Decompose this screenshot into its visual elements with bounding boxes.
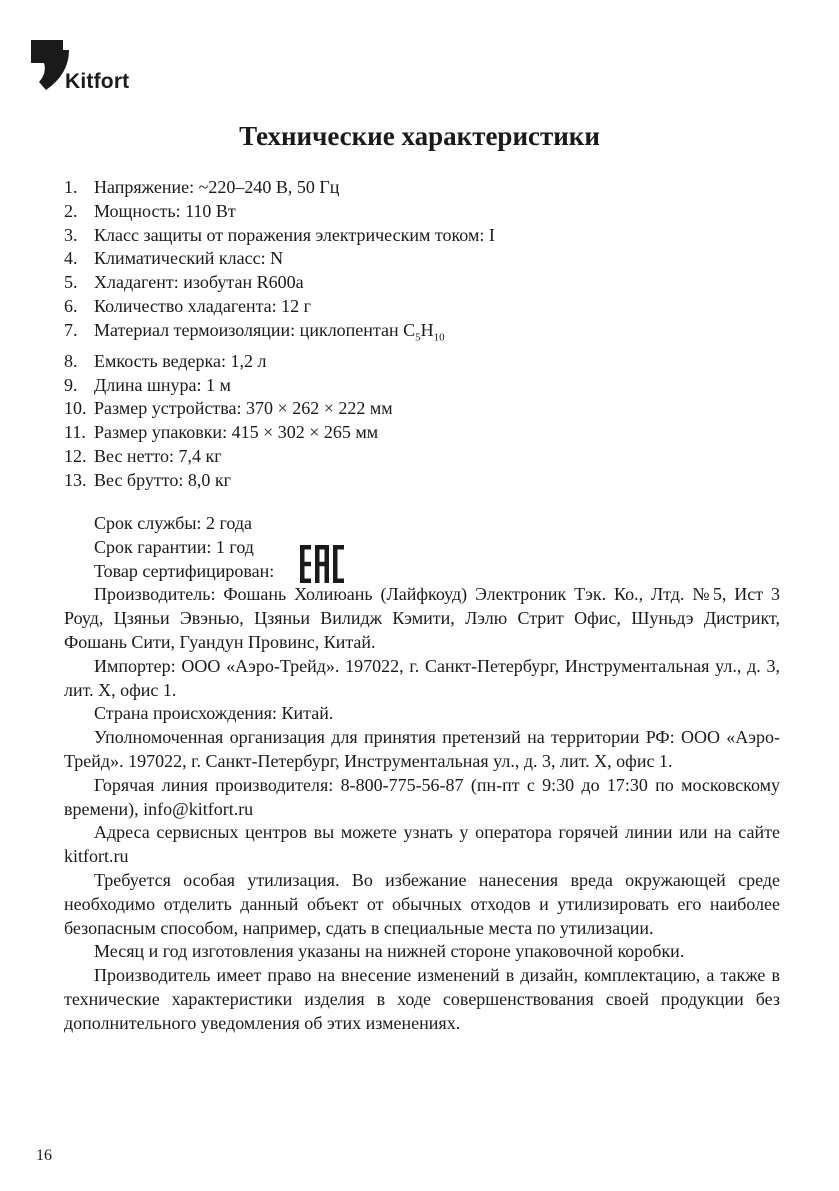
- spec-number: 9.: [64, 374, 78, 395]
- spec-number: 6.: [64, 295, 78, 316]
- spec-text: Климатический класс: N: [94, 248, 284, 269]
- spec-item: [64, 247, 495, 271]
- country-of-origin: Страна происхождения: Китай.: [94, 703, 334, 724]
- spec-item: [64, 350, 495, 374]
- spec-number: 11.: [64, 422, 86, 443]
- spec-item: [64, 295, 495, 319]
- formula-element: H: [420, 319, 434, 340]
- spec-text: Класс защиты от поражения электрическим током: I: [94, 224, 495, 245]
- spec-text: Количество хладагента: 12 г: [94, 295, 312, 316]
- spec-text: [94, 319, 445, 350]
- spec-text: Вес брутто: 8,0 кг: [94, 469, 231, 490]
- spec-text: Вес нетто: 7,4 кг: [94, 445, 222, 466]
- spec-item: [64, 421, 495, 445]
- spec-item: [64, 176, 495, 200]
- spec-text: Длина шнура: 1 м: [94, 374, 231, 395]
- spec-text: Емкость ведерка: 1,2 л: [94, 350, 267, 371]
- page-number: 16: [36, 1147, 52, 1164]
- spec-number: 7.: [64, 319, 78, 340]
- spec-number: 5.: [64, 272, 78, 292]
- authorized-organization: Уполномоченная организация для принятия претензий на территории РФ: ООО «Аэро-Трейд». 197022, г. Санкт-Петербург, Инструментальная ул., д. 3, лит. Х, офис 1.: [64, 727, 780, 771]
- eac-mark-icon: [300, 545, 344, 583]
- spec-text: Размер устройства: 370 × 262 × 222 мм: [94, 398, 393, 419]
- spec-item: [64, 374, 495, 398]
- spec-number: 4.: [64, 248, 78, 269]
- spec-text: Размер упаковки: 415 × 302 × 265 мм: [94, 422, 379, 443]
- certification-line: [64, 560, 780, 584]
- disposal-notice: Требуется особая утилизация. Во избежание нанесения вреда окружающей среде необходимо отделить данный объект от обычных отходов и утилизировать его наиболее безопасным способом, например, сдать в специальные места по утилизации.: [64, 869, 780, 938]
- page-title: Технические характеристики: [239, 121, 600, 151]
- spec-item: [64, 397, 495, 421]
- spec-item: [64, 445, 495, 469]
- info-section: [64, 512, 780, 1036]
- warranty: Срок гарантии: 1 год: [94, 536, 254, 557]
- spec-number: 13.: [64, 469, 87, 490]
- spec-text-main: Материал термоизоляции: циклопентан C: [94, 319, 416, 340]
- spec-number: 10.: [64, 398, 87, 419]
- hotline: Горячая линия производителя: 8-800-775-56-87 (пн-пт с 9:30 до 17:30 по московскому времени), info@kitfort.ru: [64, 774, 780, 819]
- changes-notice: Производитель имеет право на внесение изменений в дизайн, комплектацию, а также в технические характеристики изделия в ходе совершенствования своей продукции без дополнительного уведомления об этих изменениях.: [64, 965, 780, 1033]
- spec-number: 3.: [64, 224, 78, 245]
- certification-label: Товар сертифицирован:: [94, 560, 275, 581]
- spec-number: 1.: [64, 177, 78, 197]
- manufacturer: Производитель: Фошань Холиюань (Лайфкоуд) Электроник Тэк. Ко., Лтд. №5, Ист 3 Роуд, Цзяньи Эвэнью, Цзяньи Вилидж Кэмити, Лэлю Стрит Офис, Шуньдэ Дистрикт, Фошань Сити, Гуандун Провинс, Китай.: [64, 584, 780, 652]
- manufacture-date-notice: Месяц и год изготовления указаны на нижней стороне упаковочной коробки.: [94, 941, 685, 962]
- spec-list: [64, 176, 495, 492]
- spec-number: 8.: [64, 350, 78, 371]
- importer: Импортер: ООО «Аэро-Трейд». 197022, г. Санкт-Петербург, Инструментальная ул., д. 3, лит. Х, офис 1.: [64, 655, 780, 700]
- brand-name: Kitfort: [65, 70, 130, 93]
- spec-text: Мощность: 110 Вт: [94, 200, 236, 221]
- spec-text: Хладагент: изобутан R600a: [94, 272, 304, 292]
- formula-subscript: 5: [415, 331, 421, 344]
- brand-logo: [31, 40, 141, 96]
- spec-item: [64, 224, 495, 248]
- spec-text: Напряжение: ~220–240 В, 50 Гц: [94, 177, 340, 197]
- service-centers: Адреса сервисных центров вы можете узнать у оператора горячей линии или на сайте kitfort.ru: [64, 822, 780, 867]
- spec-item: [64, 469, 495, 493]
- spec-number: 2.: [64, 200, 78, 221]
- service-life: Срок службы: 2 года: [94, 513, 253, 533]
- spec-item: [64, 271, 495, 295]
- formula-subscript: 10: [433, 331, 445, 344]
- spec-number: 12.: [64, 445, 87, 466]
- spec-item: [64, 200, 495, 224]
- spec-item: [64, 319, 495, 350]
